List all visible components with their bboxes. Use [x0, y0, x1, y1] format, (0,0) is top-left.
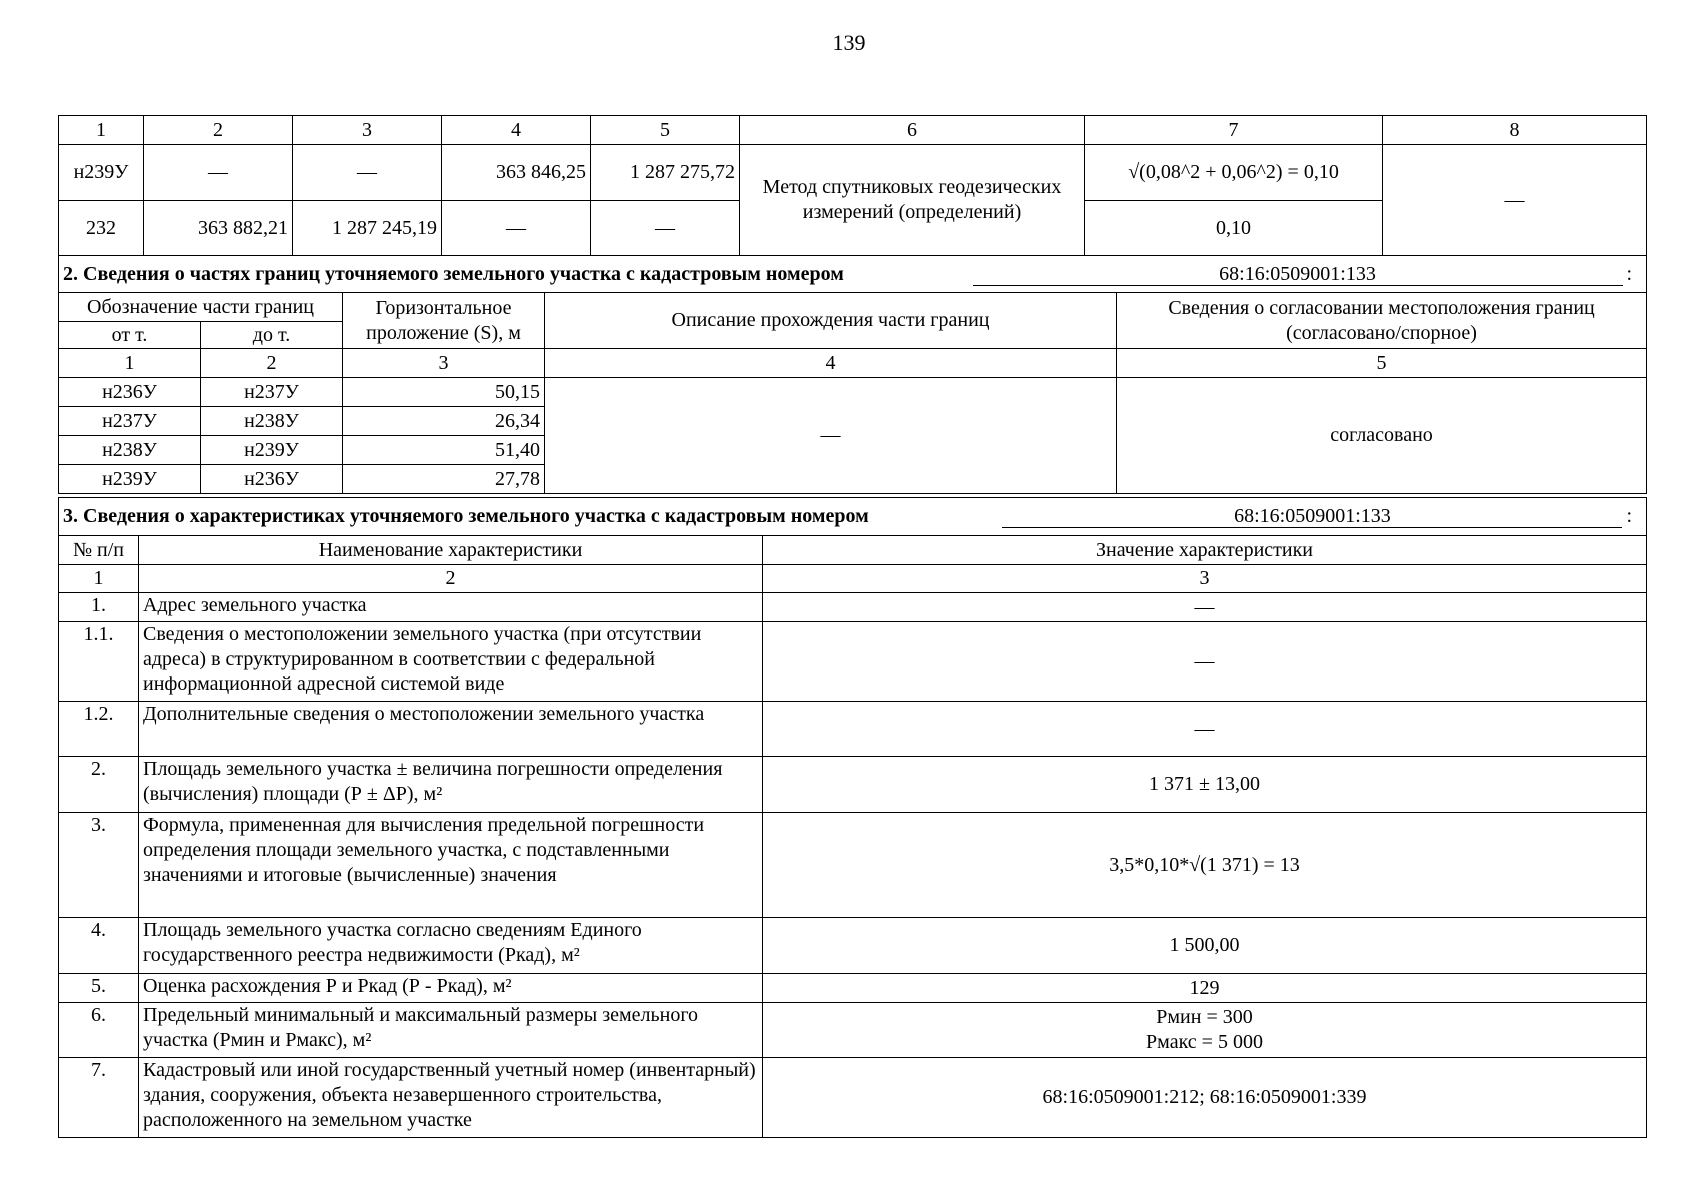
- table-row: [59, 1058, 1647, 1138]
- characteristic-value: 3,5*0,10*√(1 371) = 13: [763, 813, 1647, 918]
- header-description: Описание прохождения части границ: [545, 293, 1117, 349]
- to-point: н237У: [201, 378, 343, 407]
- col-number: 3: [343, 349, 545, 378]
- col-number: 3: [293, 116, 442, 145]
- row-num: 6.: [59, 1003, 139, 1058]
- x-old: 363 882,21: [144, 201, 293, 256]
- max-size-value: Рмакс = 5 000: [1146, 1031, 1263, 1053]
- from-point: н238У: [59, 436, 201, 465]
- x-new: 363 846,25: [442, 145, 591, 201]
- header-designation: Обозначение части границ: [59, 293, 343, 322]
- characteristic-name: Оценка расхождения Р и Ркад (Р - Ркад), м²: [139, 974, 763, 1003]
- table-header-row: [59, 293, 1647, 322]
- to-point: н239У: [201, 436, 343, 465]
- colon: :: [1626, 505, 1632, 527]
- from-point: н236У: [59, 378, 201, 407]
- row-num: 1.: [59, 593, 139, 622]
- cadastral-number: 68:16:0509001:133: [973, 263, 1623, 286]
- header-to: до т.: [201, 322, 343, 349]
- x-new: —: [442, 201, 591, 256]
- y-old: —: [293, 145, 442, 201]
- accuracy: √(0,08^2 + 0,06^2) = 0,10: [1085, 145, 1383, 201]
- table-row: [59, 378, 1647, 407]
- col-number: 3: [763, 565, 1647, 593]
- header-num: № п/п: [59, 536, 139, 565]
- point-name: н239У: [59, 145, 144, 201]
- characteristic-value: 1 500,00: [763, 918, 1647, 974]
- characteristic-name: Дополнительные сведения о местоположении земельного участка: [139, 702, 763, 757]
- accuracy: 0,10: [1085, 201, 1383, 256]
- characteristic-value: 1 371 ± 13,00: [763, 757, 1647, 813]
- section2-title-cell: [59, 256, 1647, 293]
- table-header-row: [59, 536, 1647, 565]
- section3-title-cell: [59, 498, 1647, 536]
- header-length: Горизонтальное проложение (S), м: [343, 293, 545, 349]
- section-title: 3. Сведения о характеристиках уточняемого земельного участка с кадастровым номером: [63, 505, 869, 527]
- header-name: Наименование характеристики: [139, 536, 763, 565]
- col-number: 1: [59, 565, 139, 593]
- x-old: —: [144, 145, 293, 201]
- point-name: 232: [59, 201, 144, 256]
- y-new: 1 287 275,72: [591, 145, 740, 201]
- table-row: [59, 593, 1647, 622]
- header-from: от т.: [59, 322, 201, 349]
- characteristic-name: Сведения о местоположении земельного участка (при отсутствии адреса) в структурированном в соответствии с федеральной информационной адресной системой виде: [139, 622, 763, 702]
- characteristic-value: —: [763, 622, 1647, 702]
- from-point: н237У: [59, 407, 201, 436]
- colon: :: [1626, 262, 1633, 285]
- method-cell: Метод спутниковых геодезических измерений (определений): [740, 145, 1085, 256]
- col-number: 1: [59, 116, 144, 145]
- col-number: 2: [201, 349, 343, 378]
- characteristic-value: —: [763, 702, 1647, 757]
- description: —: [545, 378, 1117, 494]
- length: 51,40: [343, 436, 545, 465]
- table-row: [59, 918, 1647, 974]
- table-row: [59, 622, 1647, 702]
- length: 27,78: [343, 465, 545, 494]
- col-number: 6: [740, 116, 1085, 145]
- y-old: 1 287 245,19: [293, 201, 442, 256]
- boundary-parts-table: [58, 255, 1647, 494]
- table-row: [59, 757, 1647, 813]
- row-num: 1.2.: [59, 702, 139, 757]
- col-number: 4: [545, 349, 1117, 378]
- section3-title-table: [58, 497, 1647, 536]
- table-row: [59, 813, 1647, 918]
- characteristic-value-pair: [763, 1003, 1647, 1058]
- characteristic-name: Предельный минимальный и максимальный размеры земельного участка (Рмин и Рмакс), м²: [139, 1003, 763, 1058]
- row-num: 5.: [59, 974, 139, 1003]
- header-value: Значение характеристики: [763, 536, 1647, 565]
- characteristic-name: Кадастровый или иной государственный учетный номер (инвентарный) здания, сооружения, объекта незавершенного строительства, расположенного на земельном участке: [139, 1058, 763, 1138]
- cadastral-number: 68:16:0509001:133: [1002, 505, 1622, 528]
- table-row: [59, 145, 1647, 201]
- column-number-row: [59, 565, 1647, 593]
- col8-value: —: [1383, 145, 1647, 256]
- row-num: 2.: [59, 757, 139, 813]
- col-number: 5: [1117, 349, 1647, 378]
- col-number: 8: [1383, 116, 1647, 145]
- column-number-row: [59, 349, 1647, 378]
- min-size-value: Рмин = 300: [1156, 1006, 1253, 1028]
- col-number: 1: [59, 349, 201, 378]
- characteristic-value: 68:16:0509001:212; 68:16:0509001:339: [763, 1058, 1647, 1138]
- length: 26,34: [343, 407, 545, 436]
- row-num: 7.: [59, 1058, 139, 1138]
- coordinates-header-row: [59, 116, 1647, 145]
- table-row: [59, 1003, 1647, 1058]
- characteristic-name: Адрес земельного участка: [139, 593, 763, 622]
- characteristic-name: Площадь земельного участка согласно сведениям Единого государственного реестра недвижимости (Ркад), м²: [139, 918, 763, 974]
- section2-title-row: [59, 256, 1647, 293]
- row-num: 1.1.: [59, 622, 139, 702]
- col-number: 2: [144, 116, 293, 145]
- to-point: н236У: [201, 465, 343, 494]
- col-number: 7: [1085, 116, 1383, 145]
- to-point: н238У: [201, 407, 343, 436]
- row-num: 3.: [59, 813, 139, 918]
- from-point: н239У: [59, 465, 201, 494]
- length: 50,15: [343, 378, 545, 407]
- col-number: 4: [442, 116, 591, 145]
- coordinates-table: [58, 115, 1647, 256]
- section-title: 2. Сведения о частях границ уточняемого земельного участка с кадастровым номером: [63, 262, 844, 285]
- col-number: 2: [139, 565, 763, 593]
- table-row: [59, 702, 1647, 757]
- characteristic-name: Формула, примененная для вычисления предельной погрешности определения площади земельного участка, с подставленными значениями и итоговые (вычисленные) значения: [139, 813, 763, 918]
- characteristic-value: 129: [763, 974, 1647, 1003]
- agreement: согласовано: [1117, 378, 1647, 494]
- section3-title-row: [59, 498, 1647, 536]
- y-new: —: [591, 201, 740, 256]
- header-agreement: Сведения о согласовании местоположения границ (согласовано/спорное): [1117, 293, 1647, 349]
- characteristic-name: Площадь земельного участка ± величина погрешности определения (вычисления) площади (Р ± ΔР), м²: [139, 757, 763, 813]
- characteristics-table: [58, 535, 1647, 1138]
- page-number: 139: [832, 30, 866, 55]
- row-num: 4.: [59, 918, 139, 974]
- table-row: [59, 974, 1647, 1003]
- characteristic-value: —: [763, 593, 1647, 622]
- col-number: 5: [591, 116, 740, 145]
